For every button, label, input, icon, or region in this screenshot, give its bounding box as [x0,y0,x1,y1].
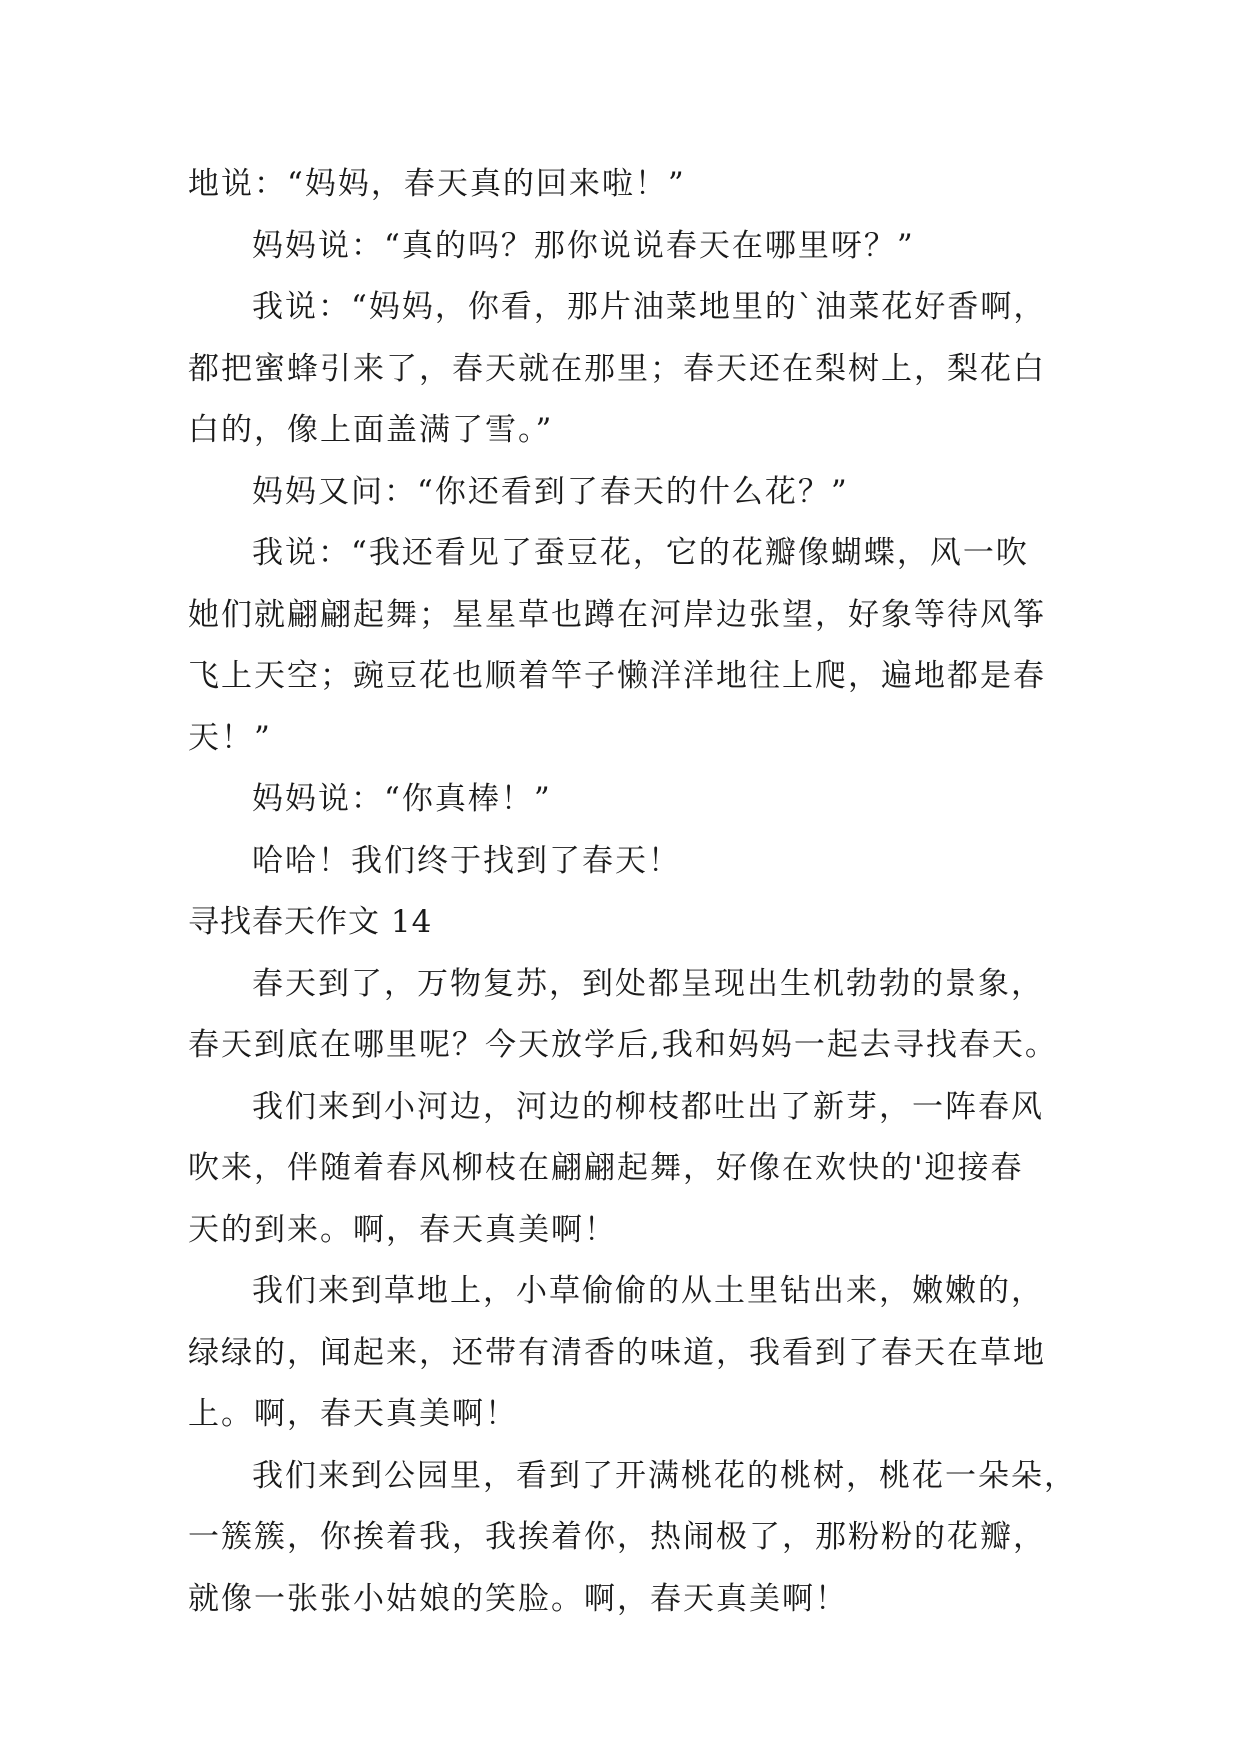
text-line: 妈妈说：“真的吗？那你说说春天在哪里呀？” [252,227,915,264]
text-line: 我们来到公园里，看到了开满桃花的桃树，桃花一朵朵， [252,1457,1077,1494]
text-line: 天！” [188,719,272,756]
text-line: 都把蜜蜂引来了，春天就在那里；春天还在梨树上，梨花白 [188,350,1046,387]
essay-part-2 [188,954,1077,1631]
text-line: 哈哈！我们终于找到了春天！ [252,842,681,879]
text-line: 妈妈又问：“你还看到了春天的什么花？” [252,473,849,510]
essay-heading: 寻找春天作文 14 [188,904,433,940]
essay-body [188,154,1077,1630]
essay-part-1 [188,154,1068,892]
text-line: 我说：“我还看见了蚕豆花，它的花瓣像蝴蝶，风一吹 [252,535,1029,571]
text-line: 飞上天空；豌豆花也顺着竿子懒洋洋地往上爬，遍地都是春 [188,658,1046,694]
text-line: 吹来，伴随着春风柳枝在翩翩起舞，好像在欢快的'迎接春 [188,1150,1024,1186]
text-line: 一簇簇，你挨着我，我挨着你，热闹极了，那粉粉的花瓣， [188,1519,1046,1555]
text-line: 上。啊，春天真美啊！ [188,1396,518,1432]
text-line: 天的到来。啊，春天真美啊！ [188,1211,617,1248]
text-line: 地说：“妈妈，春天真的回来啦！” [188,166,686,202]
text-line: 妈妈说：“你真棒！” [252,781,552,817]
text-line: 白的，像上面盖满了雪。” [188,412,554,448]
text-line: 就像一张张小姑娘的笑脸。啊，春天真美啊！ [188,1580,848,1617]
text-line: 她们就翩翩起舞；星星草也蹲在河岸边张望，好象等待风筝 [188,596,1046,633]
text-line: 我们来到小河边，河边的柳枝都吐出了新芽，一阵春风 [252,1088,1044,1125]
text-line: 我说：“妈妈，你看，那片油菜地里的`油菜花好香啊， [252,289,1047,325]
text-line: 春天到了，万物复苏，到处都呈现出生机勃勃的景象， [252,965,1044,1002]
text-line: 我们来到草地上，小草偷偷的从土里钻出来，嫩嫩的， [252,1273,1044,1309]
text-line: 绿绿的，闻起来，还带有清香的味道，我看到了春天在草地 [188,1334,1046,1371]
text-line: 春天到底在哪里呢？今天放学后,我和妈妈一起去寻找春天。 [188,1027,1058,1063]
